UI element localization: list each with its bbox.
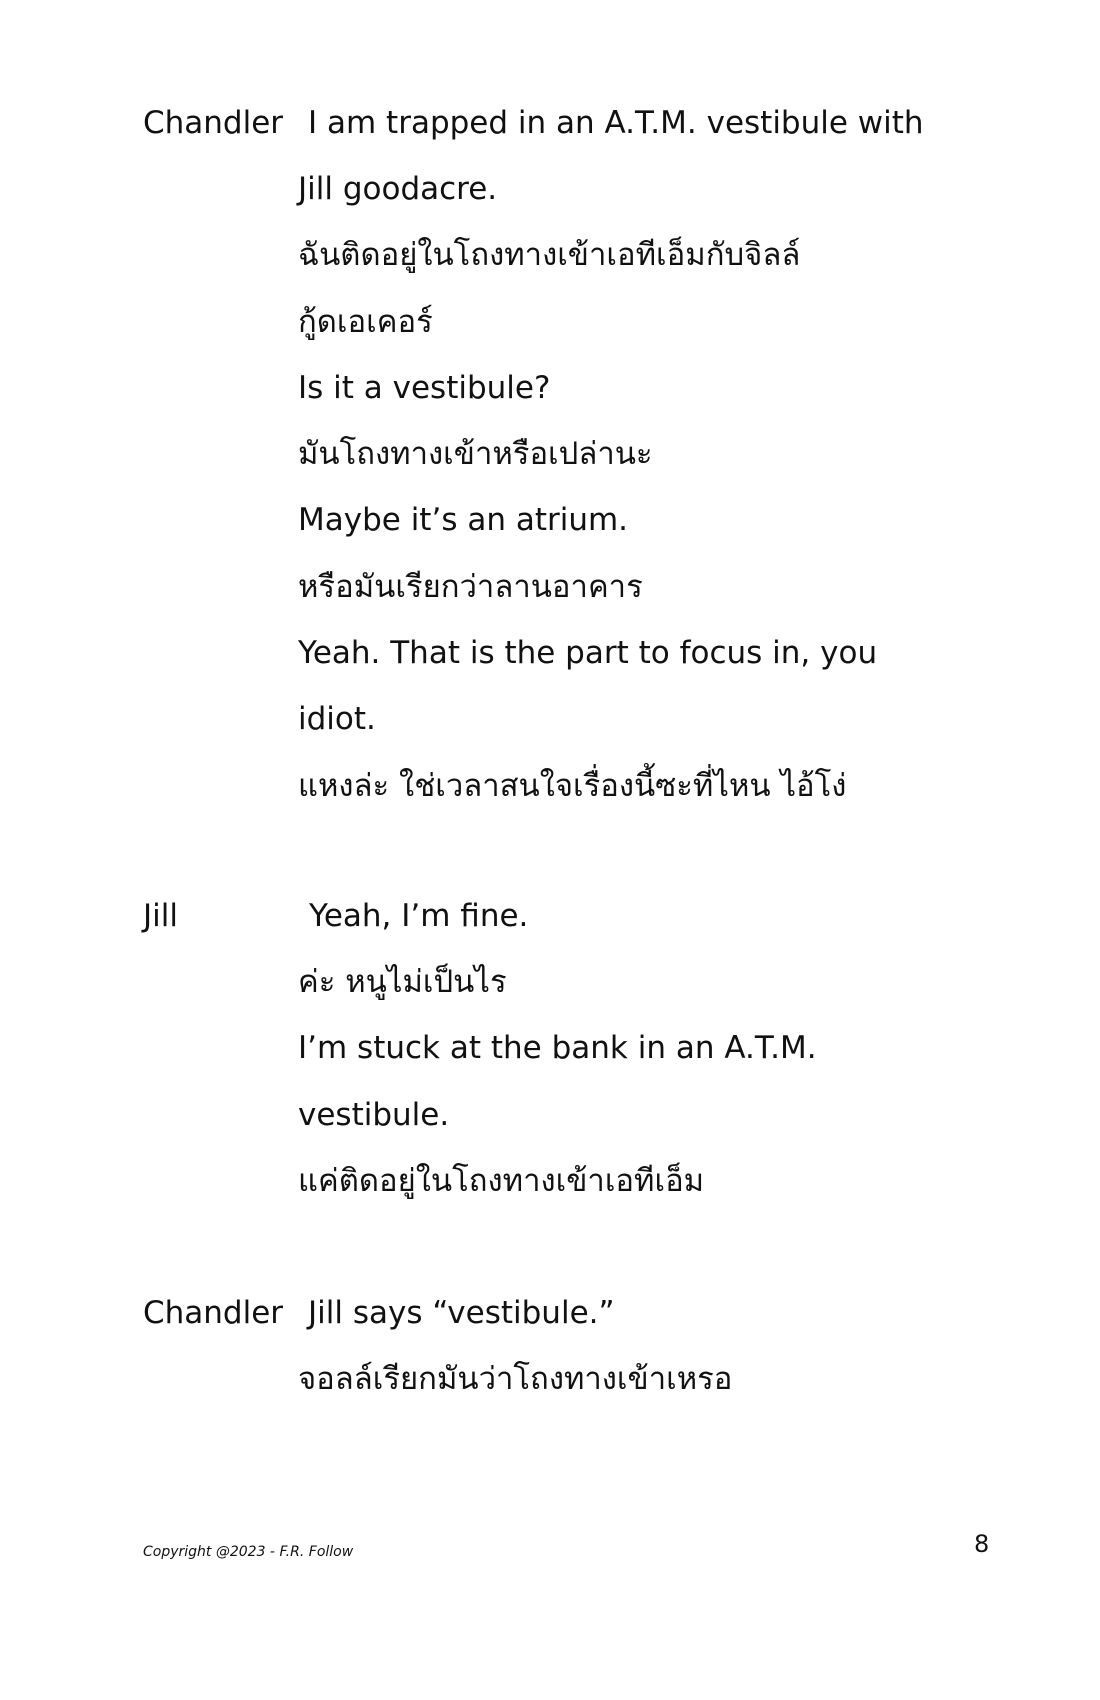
dialogue-line: จอลล์เรียกมันว่าโถงทางเข้าเหรอ [298, 1361, 733, 1397]
dialogue-line: มันโถงทางเข้าหรือเปล่านะ [298, 436, 653, 473]
dialogue-line: แหงล่ะ ใช่เวลาสนใจเรื่องนี้ซะที่ไหน ไอ้โง่ [298, 767, 847, 804]
speaker-name: Jill [143, 898, 178, 934]
dialogue-line: กู้ดเอเคอร์ [298, 303, 433, 340]
dialogue-block [298, 1346, 998, 1412]
dialogue-line: vestibule. [298, 1096, 450, 1133]
dialogue-block [298, 156, 998, 819]
dialogue-line: Is it a vestibule? [298, 369, 551, 406]
dialogue-line: idiot. [298, 701, 376, 738]
dialogue-line: Jill goodacre. [298, 171, 498, 207]
copyright-notice: Copyright @2023 - F.R. Follow [143, 1544, 354, 1560]
speaker-name: Chandler [143, 1295, 284, 1331]
dialogue-block [298, 949, 998, 1214]
page-number: 8 [974, 1530, 990, 1558]
dialogue-line: ฉันติดอยู่ในโถงทางเข้าเอทีเอ็มกับจิลล์ [298, 237, 801, 274]
dialogue-line: Maybe it’s an atrium. [298, 502, 629, 539]
dialogue-line: ค่ะ หนูไม่เป็นไร [298, 964, 507, 1000]
dialogue-line: I’m stuck at the bank in an A.T.M. [298, 1030, 817, 1067]
dialogue-line: แค่ติดอยู่ในโถงทางเข้าเอทีเอ็ม [298, 1162, 705, 1199]
dialogue-line: หรือมันเรียกว่าลานอาคาร [298, 568, 643, 605]
speaker-name: Chandler [143, 105, 284, 141]
dialogue-line: Jill says “vestibule.” [308, 1295, 615, 1331]
dialogue-line: I am trapped in an A.T.M. vestibule with [308, 105, 924, 141]
dialogue-line: Yeah, I’m fine. [309, 898, 529, 934]
dialogue-line: Yeah. That is the part to focus in, you [298, 635, 878, 672]
